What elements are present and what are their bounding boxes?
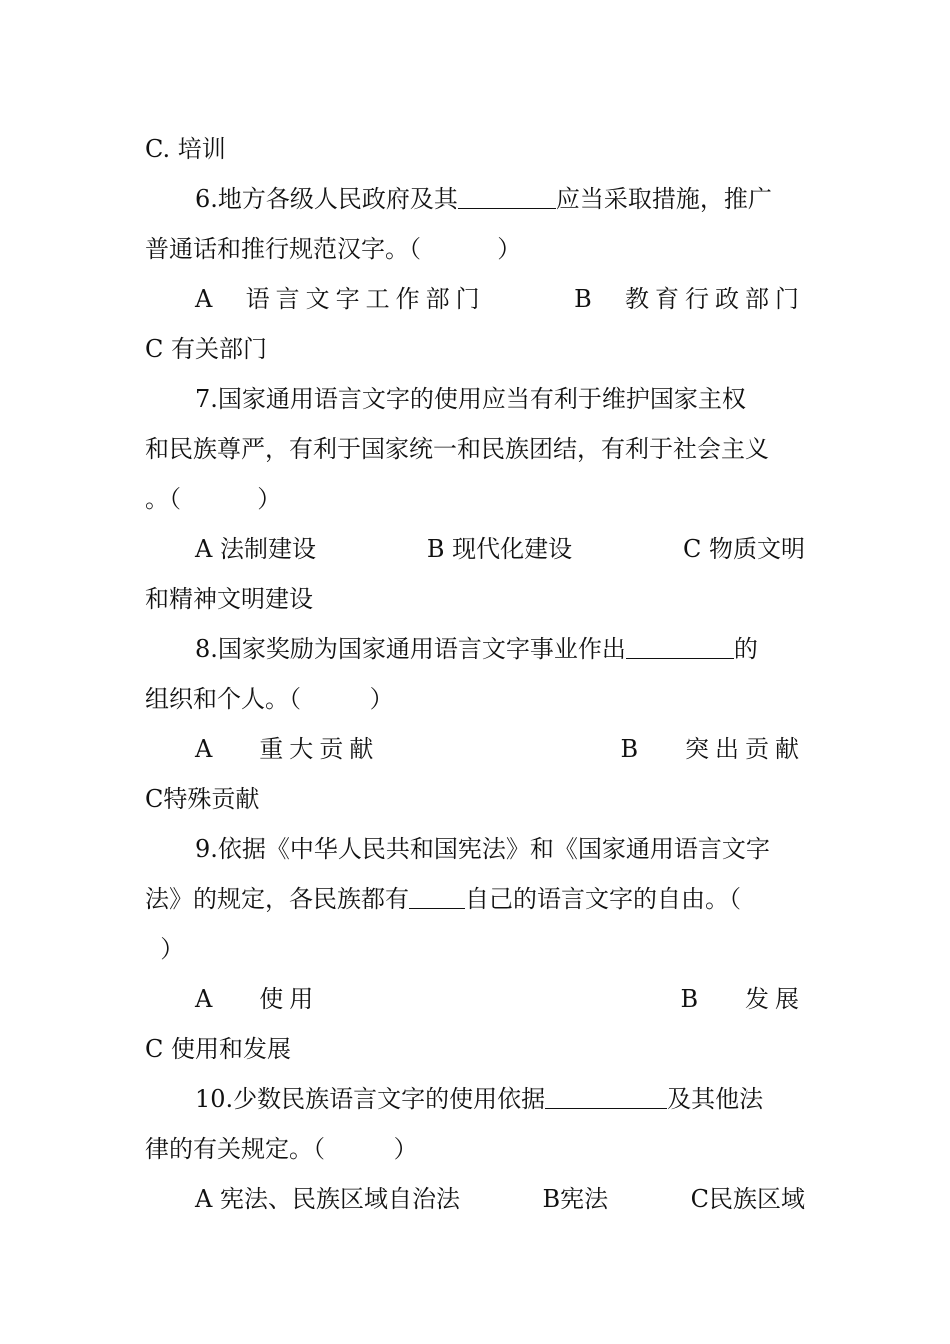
- q6-option-b: B 教育行政部门: [574, 285, 805, 313]
- q8-option-b: B 突出贡献: [620, 735, 805, 763]
- q7-text-1: 7.国家通用语言文字的使用应当有利于维护国家主权: [195, 385, 746, 413]
- q10-line-1: [195, 1083, 805, 1115]
- q8-text-1: 8.国家奖励为国家通用语言文字事业作出: [195, 635, 626, 663]
- q7-line-2: [145, 433, 805, 465]
- q10-text-3: 律的有关规定。（ ）: [145, 1135, 418, 1163]
- q6-text-2: 应当采取措施，推广: [555, 185, 772, 213]
- q6-option-c-line: [145, 333, 805, 365]
- q10-options: [195, 1183, 805, 1215]
- q8-options: [195, 733, 805, 765]
- q7-option-a: A 法制建设: [195, 535, 316, 563]
- q9-option-c-line: [145, 1033, 805, 1065]
- q10-option-a: A 宪法、民族区域自治法: [195, 1185, 460, 1213]
- q7-options: [195, 533, 805, 565]
- q6-option-a: A 语言文字工作部门: [195, 285, 486, 313]
- answer-blank: [626, 634, 734, 659]
- q7-text-3: 。（ ）: [145, 485, 282, 513]
- option-c-text: C. 培训: [145, 135, 226, 163]
- option-c-line: [145, 133, 805, 165]
- q10-line-2: [145, 1133, 805, 1165]
- answer-blank: [545, 1084, 667, 1109]
- q7-option-b: B 现代化建设: [426, 535, 573, 563]
- q6-text-3: 普通话和推行规范汉字。（ ）: [145, 235, 522, 263]
- answer-blank: [409, 884, 465, 909]
- q7-line-1: [195, 383, 805, 415]
- q7-line-3: [145, 483, 805, 515]
- q8-option-c-line: [145, 783, 805, 815]
- q10-text-1: 10.少数民族语言文字的使用依据: [195, 1085, 546, 1113]
- q9-text-4: ）: [145, 935, 185, 963]
- q9-line-1: [195, 833, 805, 865]
- q6-text-1: 6.地方各级人民政府及其: [195, 185, 458, 213]
- q9-text-1: 9.依据《中华人民共和国宪法》和《国家通用语言文字: [195, 835, 770, 863]
- q9-text-3: 自己的语言文字的自由。（: [465, 885, 741, 913]
- q9-line-3: [145, 933, 805, 965]
- q7-option-c: C 物质文明: [682, 535, 805, 563]
- q7-option-c-cont: 和精神文明建设: [145, 585, 313, 613]
- q6-option-c: C 有关部门: [145, 335, 267, 363]
- q8-line-1: [195, 633, 805, 665]
- q8-option-a: A 重大贡献: [195, 735, 380, 763]
- q8-line-2: [145, 683, 805, 715]
- q6-options: [195, 283, 805, 315]
- q9-option-b: B 发展: [680, 985, 805, 1013]
- q9-options: [195, 983, 805, 1015]
- q10-option-c: C民族区域: [690, 1185, 805, 1213]
- answer-blank: [458, 184, 556, 209]
- q9-option-a: A 使用: [195, 985, 320, 1013]
- q9-option-c: C 使用和发展: [145, 1035, 291, 1063]
- q8-text-3: 组织和个人。（ ）: [145, 685, 394, 713]
- q10-option-b: B宪法: [542, 1185, 609, 1213]
- q10-text-2: 及其他法: [667, 1085, 764, 1113]
- q9-text-2: 法》的规定，各民族都有: [145, 885, 409, 913]
- q8-option-c: C特殊贡献: [145, 785, 260, 813]
- q8-text-2: 的: [733, 635, 758, 663]
- q6-line-2: [145, 233, 805, 265]
- q7-option-c-cont-line: [145, 583, 805, 615]
- q7-text-2: 和民族尊严，有利于国家统一和民族团结，有利于社会主义: [145, 435, 769, 463]
- q9-line-2: [145, 883, 805, 915]
- q6-line-1: [195, 183, 805, 215]
